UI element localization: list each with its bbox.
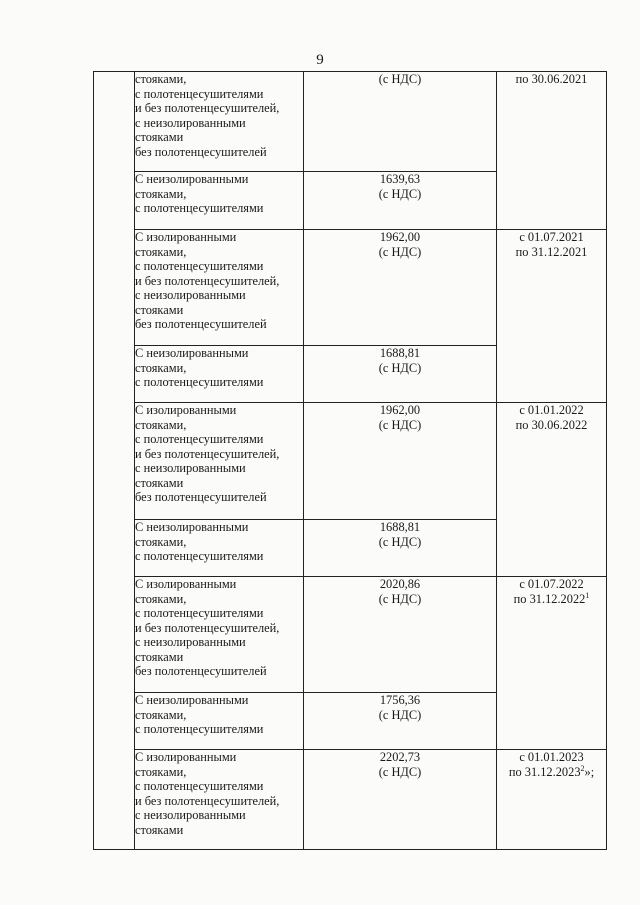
- cell-price: [304, 750, 497, 850]
- description-line: С неизолированными: [135, 346, 249, 360]
- period-end-line: [497, 245, 606, 260]
- description-line: и без полотенцесушителей,: [135, 793, 280, 808]
- vat-note: (с НДС): [378, 72, 422, 86]
- cell-price: [304, 577, 497, 693]
- description-line: стояками,: [135, 534, 187, 549]
- cell-period: [497, 403, 607, 577]
- description-line: и без полотенцесушителей,: [135, 446, 280, 461]
- description-line: с неизолированными: [135, 808, 246, 822]
- price-value: 1962,00: [379, 230, 421, 244]
- period-start: с 01.01.2022: [519, 403, 584, 417]
- cell-description: [135, 72, 304, 172]
- description-line: и без полотенцесушителей,: [135, 620, 280, 635]
- period-end: по 31.12.2023: [508, 764, 581, 779]
- description-line: стояками: [135, 649, 184, 664]
- period-start: с 01.07.2021: [519, 230, 584, 244]
- description-line: и без полотенцесушителей,: [135, 273, 280, 288]
- cell-period: [497, 72, 607, 230]
- description-line: стояками,: [135, 417, 187, 432]
- vat-note: (с НДС): [378, 707, 422, 722]
- cell-price: [304, 172, 497, 230]
- description-line: стояками: [135, 130, 184, 144]
- description-line: С неизолированными: [135, 172, 249, 186]
- table-row: [94, 403, 607, 520]
- cell-description: [135, 750, 304, 850]
- vat-note: (с НДС): [378, 186, 422, 201]
- price-value: 1688,81: [379, 520, 421, 534]
- description-line: и без полотенцесушителей,: [135, 101, 280, 115]
- description-line: стояками,: [135, 244, 187, 259]
- description-line: С изолированными: [135, 750, 237, 764]
- description-line: без полотенцесушителей: [135, 664, 267, 678]
- price-value: 1639,63: [379, 172, 421, 186]
- description-line: С изолированными: [135, 403, 237, 417]
- page-number: 9: [316, 52, 324, 68]
- description-line: с полотенцесушителями: [135, 201, 264, 215]
- vat-note: (с НДС): [378, 417, 422, 432]
- description-line: стояками,: [135, 360, 187, 375]
- period-start: с 01.07.2022: [519, 577, 584, 591]
- description-line: стояками: [135, 475, 184, 490]
- description-line: с полотенцесушителями: [135, 606, 264, 620]
- period-end-line: [497, 765, 606, 780]
- cell-description: [135, 403, 304, 520]
- period-end-line: [497, 592, 606, 607]
- description-line: без полотенцесушителей: [135, 144, 267, 159]
- footnote-marker: 2: [580, 763, 585, 773]
- description-line: с неизолированными: [135, 115, 246, 130]
- cell-description: [135, 172, 304, 230]
- cell-price: [304, 403, 497, 520]
- description-line: без полотенцесушителей: [135, 317, 267, 331]
- vat-note: (с НДС): [378, 360, 422, 375]
- table-row: [94, 230, 607, 346]
- description-line: с полотенцесушителями: [135, 549, 264, 563]
- cell-description: [135, 520, 304, 577]
- cell-description: [135, 577, 304, 693]
- vat-note: (с НДС): [378, 244, 422, 259]
- price-value: 2202,73: [379, 750, 421, 764]
- period-start: с 01.01.2023: [519, 750, 584, 764]
- description-line: С неизолированными: [135, 693, 249, 707]
- description-line: стояками,: [135, 707, 187, 722]
- left-empty-column: [94, 72, 135, 850]
- price-value: 1756,36: [379, 693, 421, 707]
- cell-description: [135, 230, 304, 346]
- cell-price: [304, 230, 497, 346]
- cell-period: [497, 577, 607, 750]
- closing-quote: »;: [584, 764, 595, 779]
- description-line: с полотенцесушителями: [135, 86, 264, 101]
- cell-price: [304, 693, 497, 750]
- footnote-marker: 1: [585, 590, 590, 600]
- description-line: С изолированными: [135, 577, 237, 591]
- description-line: стояками: [135, 302, 184, 317]
- cell-description: [135, 693, 304, 750]
- description-line: стояками,: [135, 591, 187, 606]
- price-value: 2020,86: [379, 577, 421, 591]
- vat-note: (с НДС): [378, 534, 422, 549]
- description-line: стояками,: [135, 764, 187, 779]
- description-line: с полотенцесушителями: [135, 259, 264, 273]
- description-line: стояками,: [135, 72, 187, 86]
- table-row: [94, 750, 607, 850]
- description-line: с полотенцесушителями: [135, 722, 264, 736]
- description-line: без полотенцесушителей: [135, 490, 267, 504]
- vat-note: (с НДС): [378, 764, 422, 779]
- description-line: стояками: [135, 822, 184, 837]
- description-line: с полотенцесушителями: [135, 375, 264, 389]
- cell-period: [497, 750, 607, 850]
- table-row: [94, 577, 607, 693]
- cell-period: [497, 230, 607, 403]
- price-value: 1962,00: [379, 403, 421, 417]
- period-end: по 30.06.2022: [515, 417, 588, 432]
- vat-note: (с НДС): [378, 591, 422, 606]
- period-end: по 30.06.2021: [515, 72, 588, 86]
- table-row: [94, 72, 607, 172]
- description-line: С изолированными: [135, 230, 237, 244]
- description-line: с полотенцесушителями: [135, 779, 264, 793]
- description-line: с полотенцесушителями: [135, 432, 264, 446]
- period-end-line: [497, 418, 606, 433]
- description-line: с неизолированными: [135, 288, 246, 302]
- description-line: С неизолированными: [135, 520, 249, 534]
- cell-description: [135, 346, 304, 403]
- period-end: по 31.12.2022: [513, 591, 586, 606]
- description-line: с неизолированными: [135, 635, 246, 649]
- tariff-table: [93, 71, 607, 850]
- description-line: с неизолированными: [135, 461, 246, 475]
- cell-price: [304, 72, 497, 172]
- description-line: стояками,: [135, 186, 187, 201]
- cell-price: [304, 520, 497, 577]
- period-end: по 31.12.2021: [515, 244, 588, 259]
- period-end-line: [497, 72, 606, 87]
- price-value: 1688,81: [379, 346, 421, 360]
- cell-price: [304, 346, 497, 403]
